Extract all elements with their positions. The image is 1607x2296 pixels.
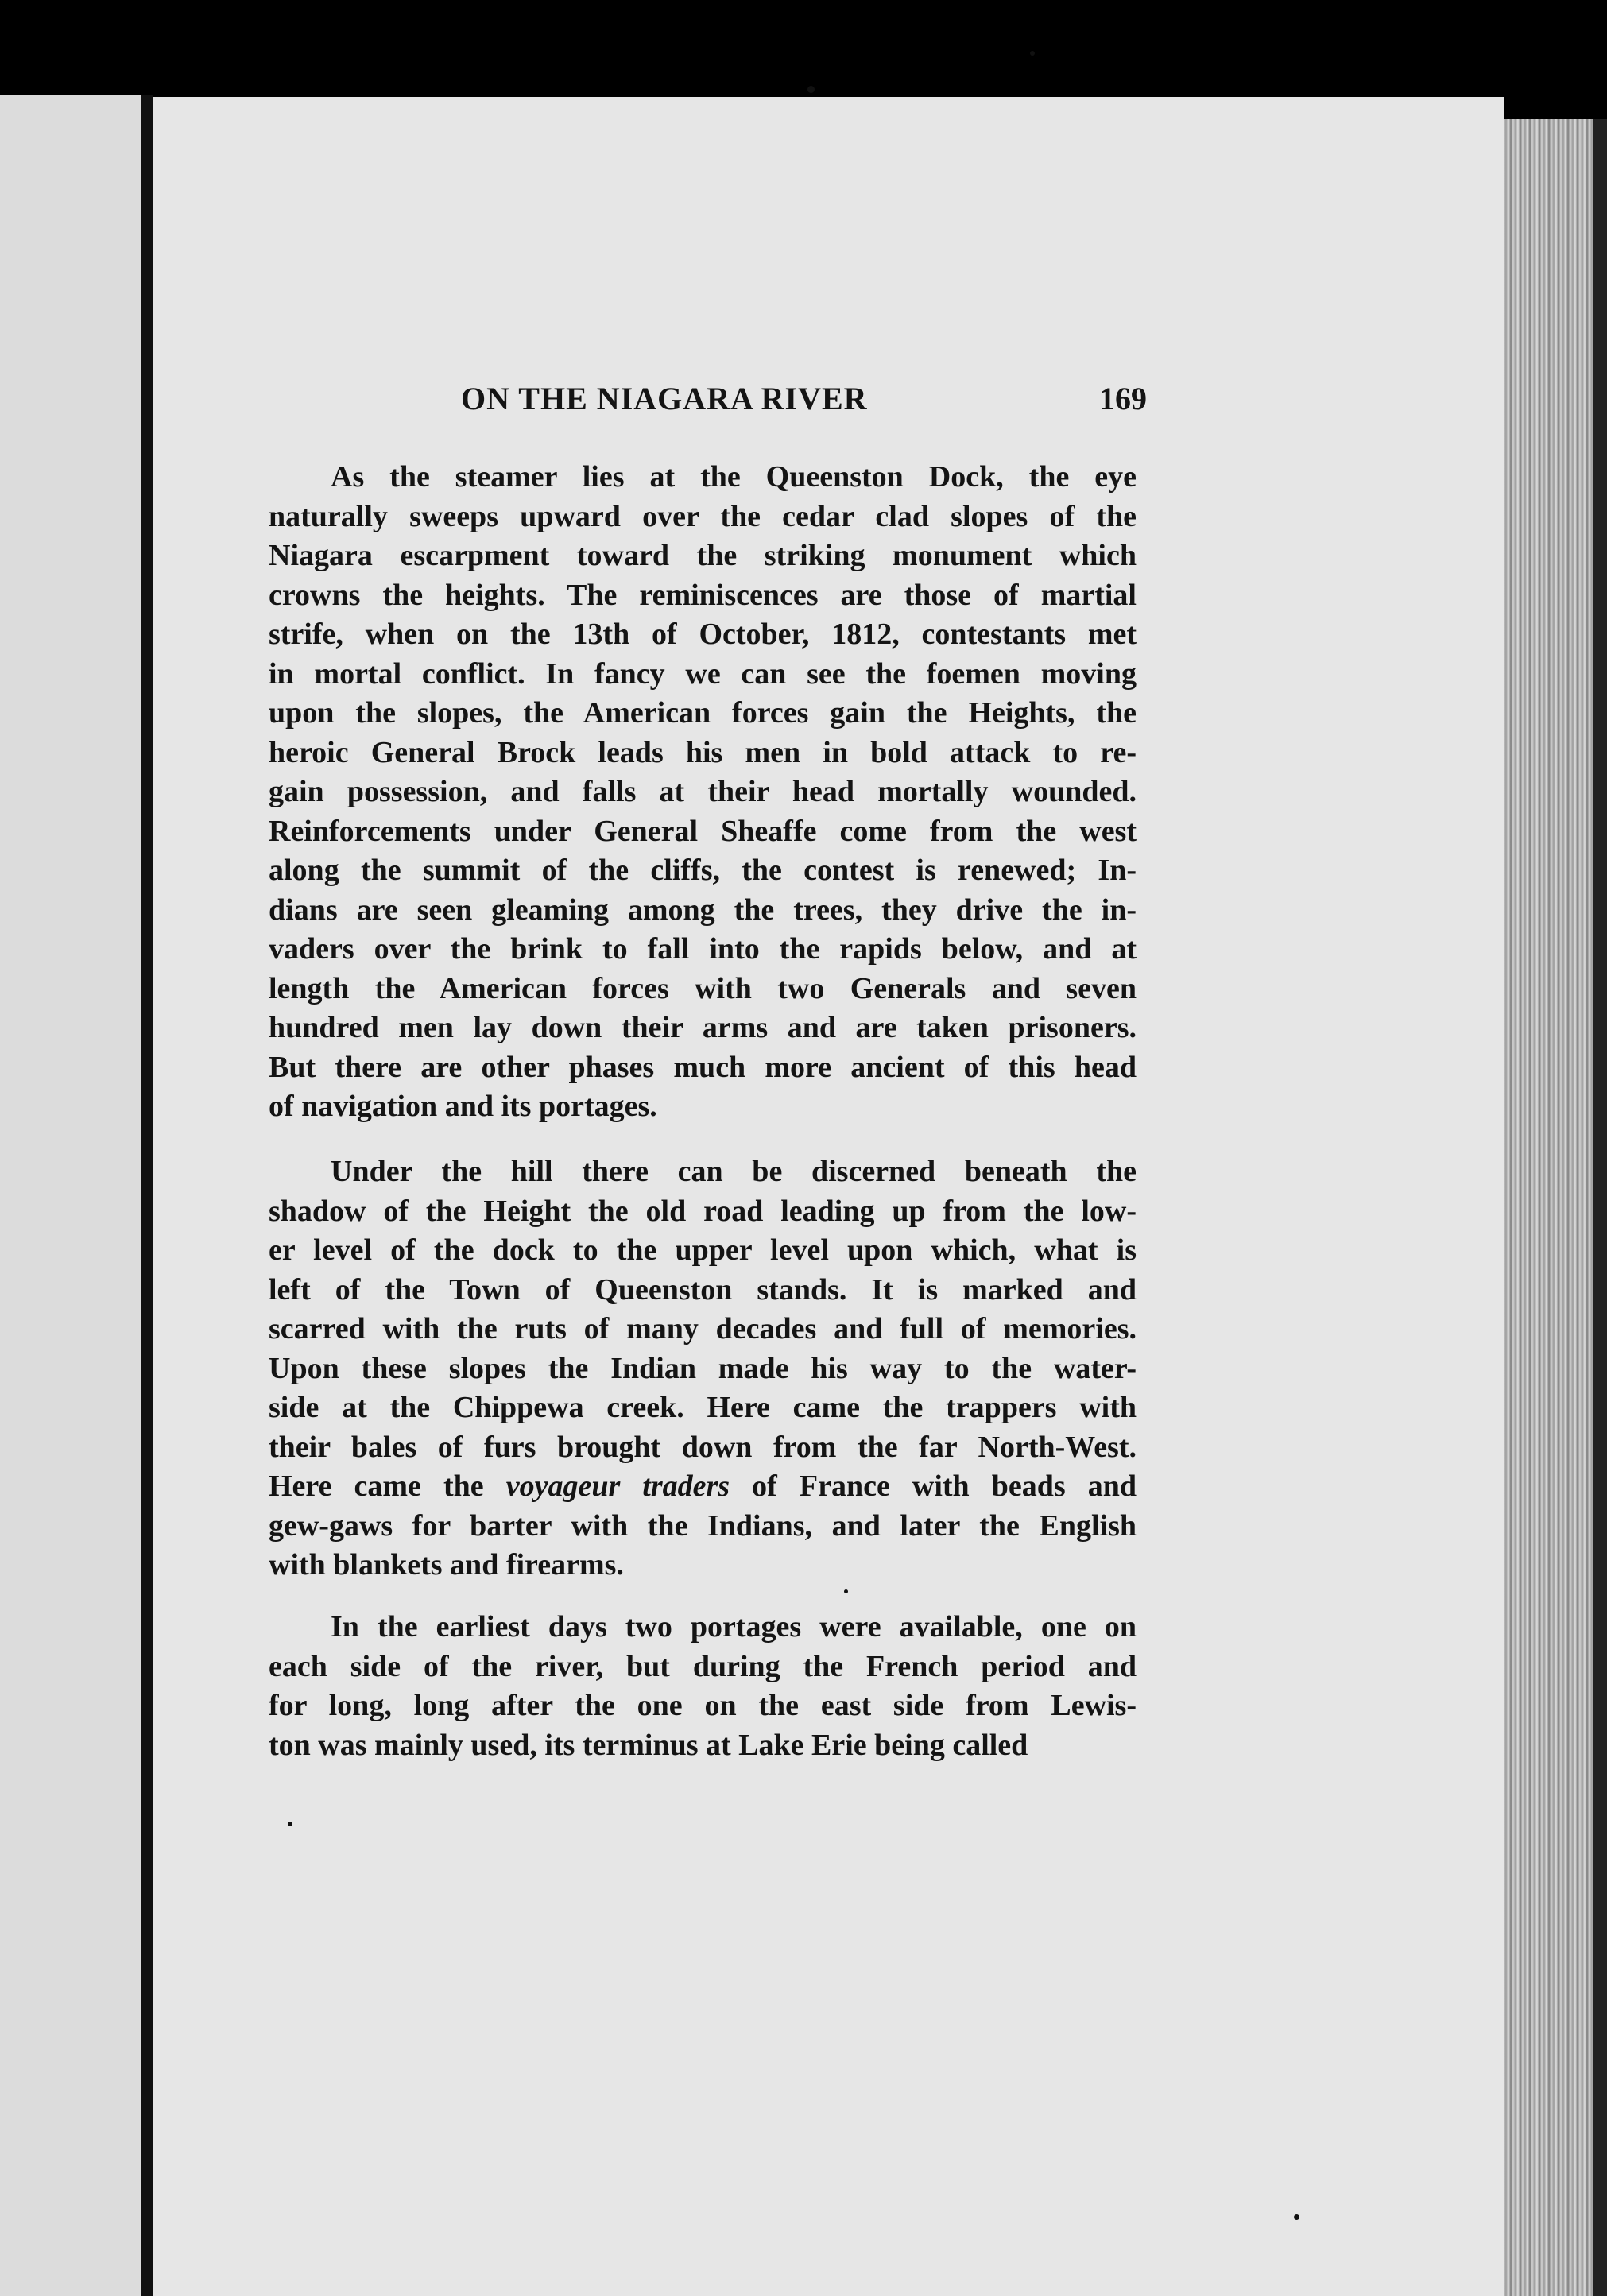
text-line: upon the slopes, the American forces gain the Heights, the [269, 696, 1137, 730]
text-line: crowns the heights. The reminiscences are those of martial [269, 578, 1137, 612]
page-edge-shadow [1593, 119, 1607, 2296]
scan-speck [844, 1589, 848, 1593]
text-line: Niagara escarpment toward the striking monument which [269, 539, 1137, 572]
scan-speck [807, 86, 815, 93]
running-head: ON THE NIAGARA RIVER [461, 381, 868, 416]
paragraph-3 [269, 1608, 1137, 1765]
text-line: Reinforcements under General Sheaffe come from the west [269, 814, 1137, 848]
text-line: gain possession, and falls at their head mortally wounded. [269, 775, 1137, 808]
text-line: side at the Chippewa creek. Here came the trappers with [269, 1391, 1137, 1424]
scan-speck [288, 1822, 292, 1826]
text-line: hundred men lay down their arms and are taken prisoners. [269, 1011, 1137, 1044]
scan-speck [1030, 51, 1035, 56]
text-line: Upon these slopes the Indian made his way to the water- [269, 1351, 1137, 1385]
text-line: their bales of furs brought down from the far North-West. [269, 1430, 1137, 1464]
page-edges [1504, 119, 1593, 2296]
text-line: strife, when on the 13th of October, 1812, contestants met [269, 618, 1137, 651]
text-line: along the summit of the cliffs, the contest is renewed; In- [269, 854, 1137, 887]
text-line: each side of the river, but during the French period and [269, 1649, 1137, 1683]
text-line: naturally sweeps upward over the cedar clad slopes of the [269, 499, 1137, 533]
left-page-margin [0, 95, 141, 2296]
text-line: In the earliest days two portages were available, one on [331, 1610, 1137, 1644]
text-line: er level of the dock to the upper level upon which, what is [269, 1233, 1137, 1267]
text-line: in mortal conflict. In fancy we can see the foemen moving [269, 656, 1137, 691]
text-line: with blankets and firearms. [269, 1548, 624, 1582]
scan-speck [1294, 2214, 1299, 2220]
text-line: shadow of the Height the old road leading up from the low- [269, 1194, 1137, 1228]
book-gutter [141, 95, 153, 2296]
text-line: vaders over the brink to fall into the rapids below, and at [269, 932, 1137, 966]
text-line: left of the Town of Queenston stands. It is marked and [269, 1272, 1137, 1307]
text-line: scarred with the ruts of many decades and full of memories. [269, 1312, 1137, 1345]
italic-phrase: voyageur traders [505, 1469, 730, 1503]
text-line: for long, long after the one on the east side from Lewis- [269, 1689, 1137, 1722]
text-line: But there are other phases much more ancient of this head [269, 1050, 1137, 1084]
paragraph-1 [269, 458, 1137, 1127]
text-line: ton was mainly used, its terminus at Lake Erie being called [269, 1728, 1028, 1762]
text-line: dians are seen gleaming among the trees, they drive the in- [269, 892, 1137, 927]
text-line: gew-gaws for barter with the Indians, and later the English [269, 1508, 1137, 1543]
text-fragment: of France with beads and [730, 1469, 1137, 1503]
text-line: As the steamer lies at the Queenston Dock, the eye [331, 460, 1137, 494]
text-line: Here came the voyageur traders of France with beads and [269, 1469, 1137, 1503]
page-number: 169 [1099, 381, 1147, 416]
text-line: Under the hill there can be discerned beneath the [331, 1155, 1137, 1188]
text-line: of navigation and its portages. [269, 1090, 657, 1123]
text-line: heroic General Brock leads his men in bold attack to re- [269, 735, 1137, 769]
text-line: length the American forces with two Generals and seven [269, 971, 1137, 1005]
paragraph-2 [269, 1152, 1137, 1586]
